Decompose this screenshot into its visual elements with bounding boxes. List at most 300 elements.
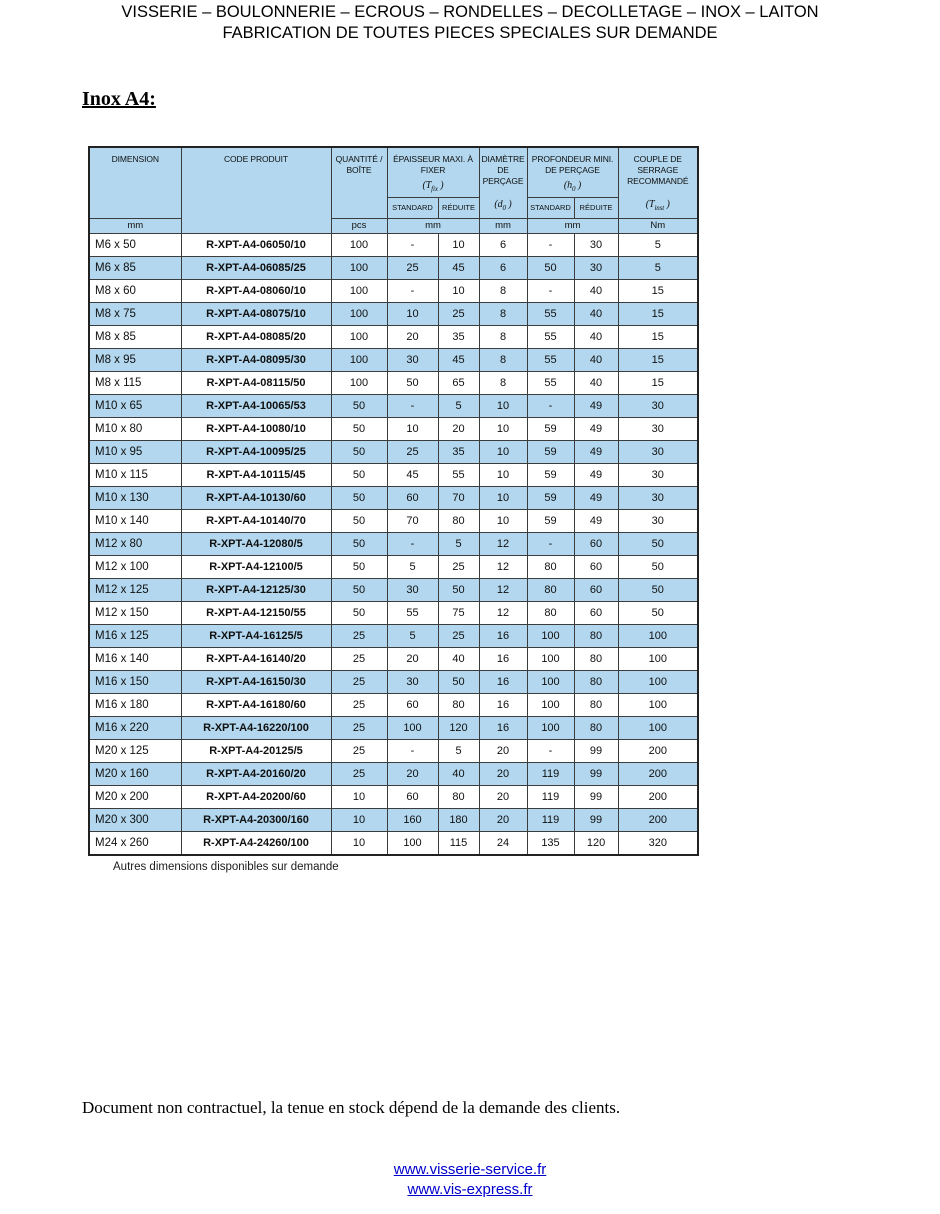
cell-code: R-XPT-A4-08095/30 — [181, 348, 331, 371]
cell-dimension: M12 x 80 — [89, 532, 181, 555]
cell-quantity: 50 — [331, 440, 387, 463]
cell-thickness-standard: 60 — [387, 486, 438, 509]
cell-quantity: 50 — [331, 578, 387, 601]
cell-depth-reduced: 80 — [574, 670, 618, 693]
cell-thickness-standard: - — [387, 233, 438, 256]
cell-dimension: M16 x 125 — [89, 624, 181, 647]
table-row — [89, 348, 698, 371]
cell-dimension: M6 x 50 — [89, 233, 181, 256]
cell-code: R-XPT-A4-12100/5 — [181, 555, 331, 578]
cell-quantity: 25 — [331, 647, 387, 670]
table-body — [89, 233, 698, 855]
cell-quantity: 25 — [331, 762, 387, 785]
cell-quantity: 50 — [331, 509, 387, 532]
unit-diameter: mm — [479, 218, 527, 233]
cell-thickness-reduced: 10 — [438, 279, 479, 302]
thickness-symbol: ($T_{fix}$ ) — [422, 180, 444, 194]
cell-code: R-XPT-A4-12080/5 — [181, 532, 331, 555]
cell-thickness-standard: 10 — [387, 302, 438, 325]
cell-diameter: 10 — [479, 417, 527, 440]
cell-depth-standard: 100 — [527, 624, 574, 647]
cell-code: R-XPT-A4-06085/25 — [181, 256, 331, 279]
cell-torque: 30 — [618, 463, 698, 486]
cell-depth-reduced: 99 — [574, 739, 618, 762]
cell-dimension: M12 x 125 — [89, 578, 181, 601]
cell-thickness-reduced: 75 — [438, 601, 479, 624]
cell-depth-standard: 100 — [527, 716, 574, 739]
cell-thickness-standard: 60 — [387, 785, 438, 808]
cell-depth-reduced: 120 — [574, 831, 618, 855]
cell-dimension: M20 x 160 — [89, 762, 181, 785]
cell-quantity: 100 — [331, 279, 387, 302]
cell-quantity: 100 — [331, 325, 387, 348]
cell-thickness-reduced: 10 — [438, 233, 479, 256]
cell-depth-standard: 55 — [527, 302, 574, 325]
cell-code: R-XPT-A4-16180/60 — [181, 693, 331, 716]
cell-diameter: 8 — [479, 348, 527, 371]
col-header-thickness-label: ÉPAISSEUR MAXI. À FIXER — [393, 154, 473, 176]
cell-diameter: 12 — [479, 532, 527, 555]
cell-dimension: M10 x 130 — [89, 486, 181, 509]
cell-diameter: 8 — [479, 325, 527, 348]
cell-thickness-reduced: 25 — [438, 302, 479, 325]
cell-depth-standard: - — [527, 532, 574, 555]
cell-thickness-reduced: 50 — [438, 670, 479, 693]
table-row — [89, 371, 698, 394]
cell-torque: 30 — [618, 440, 698, 463]
website-links — [0, 1160, 940, 1200]
col-header-code-produit — [181, 147, 331, 233]
cell-thickness-reduced: 115 — [438, 831, 479, 855]
cell-diameter: 10 — [479, 463, 527, 486]
cell-depth-standard: 119 — [527, 808, 574, 831]
cell-thickness-standard: 50 — [387, 371, 438, 394]
col-header-thickness — [387, 147, 479, 197]
unit-torque: Nm — [618, 218, 698, 233]
cell-thickness-reduced: 55 — [438, 463, 479, 486]
link-visserie-service[interactable]: www.visserie-service.fr — [393, 1161, 547, 1178]
cell-depth-reduced: 40 — [574, 371, 618, 394]
cell-thickness-standard: 25 — [387, 440, 438, 463]
table-row — [89, 233, 698, 256]
cell-depth-standard: 59 — [527, 440, 574, 463]
cell-diameter: 10 — [479, 394, 527, 417]
table-row — [89, 831, 698, 855]
header-line-2: FABRICATION DE TOUTES PIECES SPECIALES SUR DEMANDE — [222, 24, 718, 42]
cell-quantity: 50 — [331, 463, 387, 486]
table-header — [89, 147, 698, 233]
cell-depth-reduced: 49 — [574, 394, 618, 417]
cell-torque: 30 — [618, 417, 698, 440]
cell-depth-reduced: 49 — [574, 417, 618, 440]
cell-code: R-XPT-A4-20160/20 — [181, 762, 331, 785]
cell-code: R-XPT-A4-08085/20 — [181, 325, 331, 348]
cell-thickness-standard: 45 — [387, 463, 438, 486]
cell-torque: 50 — [618, 578, 698, 601]
section-title: Inox A4: — [82, 88, 156, 110]
cell-depth-standard: - — [527, 279, 574, 302]
unit-depth: mm — [527, 218, 618, 233]
cell-thickness-reduced: 35 — [438, 325, 479, 348]
cell-code: R-XPT-A4-08060/10 — [181, 279, 331, 302]
cell-code: R-XPT-A4-12150/55 — [181, 601, 331, 624]
cell-quantity: 50 — [331, 417, 387, 440]
depth-symbol: ($h_0$ ) — [563, 180, 582, 194]
cell-depth-standard: 59 — [527, 463, 574, 486]
cell-depth-standard: 59 — [527, 509, 574, 532]
cell-thickness-reduced: 40 — [438, 762, 479, 785]
cell-diameter: 8 — [479, 302, 527, 325]
cell-code: R-XPT-A4-10065/53 — [181, 394, 331, 417]
cell-depth-reduced: 49 — [574, 486, 618, 509]
table-row — [89, 808, 698, 831]
cell-depth-reduced: 40 — [574, 279, 618, 302]
cell-thickness-reduced: 25 — [438, 624, 479, 647]
cell-thickness-standard: 10 — [387, 417, 438, 440]
cell-diameter: 20 — [479, 808, 527, 831]
cell-thickness-standard: - — [387, 279, 438, 302]
cell-torque: 50 — [618, 532, 698, 555]
cell-quantity: 50 — [331, 532, 387, 555]
cell-thickness-reduced: 20 — [438, 417, 479, 440]
cell-dimension: M24 x 260 — [89, 831, 181, 855]
cell-depth-standard: 100 — [527, 647, 574, 670]
table-row — [89, 785, 698, 808]
cell-dimension: M12 x 100 — [89, 555, 181, 578]
cell-code: R-XPT-A4-10080/10 — [181, 417, 331, 440]
cell-quantity: 25 — [331, 693, 387, 716]
cell-depth-standard: 100 — [527, 693, 574, 716]
table-row — [89, 417, 698, 440]
cell-dimension: M12 x 150 — [89, 601, 181, 624]
cell-torque: 200 — [618, 808, 698, 831]
table-footnote: Autres dimensions disponibles sur demande — [113, 861, 339, 873]
cell-thickness-standard: 160 — [387, 808, 438, 831]
cell-dimension: M10 x 140 — [89, 509, 181, 532]
cell-diameter: 12 — [479, 578, 527, 601]
cell-quantity: 100 — [331, 256, 387, 279]
cell-depth-reduced: 40 — [574, 325, 618, 348]
cell-thickness-reduced: 45 — [438, 256, 479, 279]
cell-depth-standard: - — [527, 394, 574, 417]
cell-thickness-reduced: 45 — [438, 348, 479, 371]
document-header — [0, 2, 940, 44]
cell-depth-reduced: 99 — [574, 762, 618, 785]
table-row — [89, 256, 698, 279]
cell-depth-reduced: 99 — [574, 808, 618, 831]
cell-depth-reduced: 49 — [574, 440, 618, 463]
cell-depth-reduced: 80 — [574, 647, 618, 670]
cell-code: R-XPT-A4-10130/60 — [181, 486, 331, 509]
torque-symbol: ($T_{inst}$ ) — [645, 199, 670, 213]
cell-dimension: M6 x 85 — [89, 256, 181, 279]
cell-thickness-standard: 30 — [387, 348, 438, 371]
link-vis-express[interactable]: www.vis-express.fr — [407, 1181, 533, 1198]
cell-dimension: M20 x 200 — [89, 785, 181, 808]
cell-quantity: 10 — [331, 808, 387, 831]
cell-thickness-standard: - — [387, 394, 438, 417]
cell-code: R-XPT-A4-20300/160 — [181, 808, 331, 831]
cell-depth-standard: 55 — [527, 371, 574, 394]
diameter-symbol: ($d_0$ ) — [494, 199, 512, 213]
cell-thickness-reduced: 50 — [438, 578, 479, 601]
cell-dimension: M8 x 85 — [89, 325, 181, 348]
cell-diameter: 16 — [479, 647, 527, 670]
cell-torque: 200 — [618, 739, 698, 762]
cell-thickness-standard: 100 — [387, 716, 438, 739]
cell-diameter: 16 — [479, 693, 527, 716]
cell-code: R-XPT-A4-10140/70 — [181, 509, 331, 532]
cell-diameter: 8 — [479, 371, 527, 394]
col-header-diameter — [479, 147, 527, 218]
cell-depth-standard: 119 — [527, 785, 574, 808]
cell-thickness-standard: 60 — [387, 693, 438, 716]
cell-torque: 30 — [618, 509, 698, 532]
cell-depth-standard: 50 — [527, 256, 574, 279]
cell-dimension: M20 x 125 — [89, 739, 181, 762]
cell-diameter: 24 — [479, 831, 527, 855]
subheader-depth-reduced: RÉDUITE — [574, 197, 618, 218]
cell-thickness-reduced: 80 — [438, 785, 479, 808]
cell-thickness-reduced: 40 — [438, 647, 479, 670]
subheader-depth-standard: STANDARD — [527, 197, 574, 218]
cell-diameter: 6 — [479, 256, 527, 279]
cell-thickness-standard: 70 — [387, 509, 438, 532]
table-row — [89, 670, 698, 693]
cell-thickness-reduced: 120 — [438, 716, 479, 739]
cell-torque: 30 — [618, 394, 698, 417]
cell-torque: 5 — [618, 256, 698, 279]
cell-thickness-reduced: 5 — [438, 394, 479, 417]
cell-dimension: M8 x 95 — [89, 348, 181, 371]
cell-thickness-standard: 30 — [387, 578, 438, 601]
cell-diameter: 10 — [479, 509, 527, 532]
cell-code: R-XPT-A4-20125/5 — [181, 739, 331, 762]
col-header-quantity-label: QUANTITÉ / BOÎTE — [335, 154, 383, 176]
cell-quantity: 50 — [331, 601, 387, 624]
table-row — [89, 509, 698, 532]
cell-thickness-standard: 20 — [387, 647, 438, 670]
cell-depth-standard: - — [527, 233, 574, 256]
cell-diameter: 20 — [479, 739, 527, 762]
cell-torque: 15 — [618, 371, 698, 394]
cell-torque: 15 — [618, 302, 698, 325]
cell-torque: 15 — [618, 279, 698, 302]
cell-torque: 5 — [618, 233, 698, 256]
col-header-quantity — [331, 147, 387, 218]
cell-depth-standard: 100 — [527, 670, 574, 693]
cell-thickness-reduced: 80 — [438, 509, 479, 532]
table-row — [89, 716, 698, 739]
table-row — [89, 601, 698, 624]
table-row — [89, 532, 698, 555]
cell-thickness-reduced: 80 — [438, 693, 479, 716]
cell-depth-reduced: 60 — [574, 555, 618, 578]
cell-quantity: 25 — [331, 624, 387, 647]
cell-thickness-standard: 5 — [387, 624, 438, 647]
table-row — [89, 624, 698, 647]
cell-depth-standard: 80 — [527, 578, 574, 601]
cell-diameter: 12 — [479, 601, 527, 624]
subheader-thickness-reduced: RÉDUITE — [438, 197, 479, 218]
cell-depth-reduced: 49 — [574, 509, 618, 532]
cell-thickness-reduced: 180 — [438, 808, 479, 831]
cell-diameter: 16 — [479, 716, 527, 739]
cell-quantity: 100 — [331, 233, 387, 256]
table-row — [89, 647, 698, 670]
cell-code: R-XPT-A4-20200/60 — [181, 785, 331, 808]
cell-depth-reduced: 49 — [574, 463, 618, 486]
cell-depth-standard: 55 — [527, 325, 574, 348]
cell-depth-reduced: 60 — [574, 578, 618, 601]
cell-depth-reduced: 30 — [574, 233, 618, 256]
cell-dimension: M20 x 300 — [89, 808, 181, 831]
table-row — [89, 325, 698, 348]
table-row — [89, 555, 698, 578]
col-header-diameter-label: DIAMÈTRE DE PERÇAGE — [481, 154, 525, 187]
cell-thickness-reduced: 5 — [438, 532, 479, 555]
table-row — [89, 440, 698, 463]
cell-depth-standard: 55 — [527, 348, 574, 371]
cell-thickness-reduced: 5 — [438, 739, 479, 762]
cell-torque: 15 — [618, 348, 698, 371]
cell-code: R-XPT-A4-12125/30 — [181, 578, 331, 601]
cell-code: R-XPT-A4-10095/25 — [181, 440, 331, 463]
table-row — [89, 486, 698, 509]
cell-depth-reduced: 30 — [574, 256, 618, 279]
cell-thickness-standard: - — [387, 532, 438, 555]
cell-quantity: 25 — [331, 739, 387, 762]
cell-thickness-standard: 100 — [387, 831, 438, 855]
cell-code: R-XPT-A4-16150/30 — [181, 670, 331, 693]
cell-quantity: 100 — [331, 348, 387, 371]
cell-quantity: 25 — [331, 716, 387, 739]
col-header-depth-label: PROFONDEUR MINI. DE PERÇAGE — [531, 154, 614, 176]
cell-code: R-XPT-A4-08075/10 — [181, 302, 331, 325]
spec-table — [88, 146, 699, 856]
cell-depth-reduced: 40 — [574, 302, 618, 325]
cell-thickness-standard: 20 — [387, 762, 438, 785]
cell-code: R-XPT-A4-16140/20 — [181, 647, 331, 670]
subheader-thickness-standard: STANDARD — [387, 197, 438, 218]
cell-torque: 200 — [618, 762, 698, 785]
cell-dimension: M10 x 65 — [89, 394, 181, 417]
cell-dimension: M10 x 95 — [89, 440, 181, 463]
table-row — [89, 693, 698, 716]
cell-quantity: 10 — [331, 831, 387, 855]
cell-dimension: M16 x 180 — [89, 693, 181, 716]
table-row — [89, 578, 698, 601]
cell-quantity: 50 — [331, 555, 387, 578]
cell-torque: 30 — [618, 486, 698, 509]
cell-thickness-reduced: 65 — [438, 371, 479, 394]
cell-dimension: M8 x 60 — [89, 279, 181, 302]
col-header-dimension — [89, 147, 181, 218]
cell-quantity: 100 — [331, 371, 387, 394]
cell-depth-reduced: 99 — [574, 785, 618, 808]
cell-depth-standard: 59 — [527, 417, 574, 440]
table-row — [89, 739, 698, 762]
cell-diameter: 16 — [479, 670, 527, 693]
cell-thickness-standard: 5 — [387, 555, 438, 578]
cell-code: R-XPT-A4-10115/45 — [181, 463, 331, 486]
cell-diameter: 6 — [479, 233, 527, 256]
cell-dimension: M8 x 115 — [89, 371, 181, 394]
cell-diameter: 8 — [479, 279, 527, 302]
header-line-1: VISSERIE – BOULONNERIE – ECROUS – RONDELLES – DECOLLETAGE – INOX – LAITON — [121, 3, 819, 21]
cell-thickness-standard: - — [387, 739, 438, 762]
cell-depth-reduced: 40 — [574, 348, 618, 371]
disclaimer-text: Document non contractuel, la tenue en stock dépend de la demande des clients. — [82, 1098, 621, 1117]
table-row — [89, 762, 698, 785]
cell-depth-standard: 135 — [527, 831, 574, 855]
cell-code: R-XPT-A4-06050/10 — [181, 233, 331, 256]
cell-quantity: 50 — [331, 486, 387, 509]
cell-thickness-standard: 25 — [387, 256, 438, 279]
cell-diameter: 10 — [479, 440, 527, 463]
cell-thickness-reduced: 25 — [438, 555, 479, 578]
cell-depth-reduced: 80 — [574, 624, 618, 647]
cell-dimension: M10 x 115 — [89, 463, 181, 486]
cell-thickness-standard: 30 — [387, 670, 438, 693]
cell-torque: 15 — [618, 325, 698, 348]
cell-depth-standard: - — [527, 739, 574, 762]
cell-torque: 50 — [618, 555, 698, 578]
cell-dimension: M16 x 150 — [89, 670, 181, 693]
col-header-dimension-label: DIMENSION — [111, 154, 159, 164]
col-header-depth — [527, 147, 618, 197]
cell-depth-reduced: 60 — [574, 532, 618, 555]
cell-depth-standard: 80 — [527, 601, 574, 624]
unit-thickness: mm — [387, 218, 479, 233]
cell-code: R-XPT-A4-08115/50 — [181, 371, 331, 394]
table-row — [89, 394, 698, 417]
unit-quantity: pcs — [331, 218, 387, 233]
cell-torque: 320 — [618, 831, 698, 855]
cell-torque: 100 — [618, 693, 698, 716]
cell-depth-reduced: 60 — [574, 601, 618, 624]
cell-torque: 100 — [618, 670, 698, 693]
cell-diameter: 12 — [479, 555, 527, 578]
cell-code: R-XPT-A4-24260/100 — [181, 831, 331, 855]
cell-diameter: 10 — [479, 486, 527, 509]
cell-quantity: 25 — [331, 670, 387, 693]
cell-depth-reduced: 80 — [574, 693, 618, 716]
cell-diameter: 16 — [479, 624, 527, 647]
cell-thickness-standard: 20 — [387, 325, 438, 348]
cell-dimension: M16 x 220 — [89, 716, 181, 739]
col-header-torque-label: COUPLE DE SERRAGE RECOMMANDÉ — [627, 154, 689, 187]
cell-thickness-reduced: 35 — [438, 440, 479, 463]
cell-quantity: 10 — [331, 785, 387, 808]
cell-depth-reduced: 80 — [574, 716, 618, 739]
cell-quantity: 50 — [331, 394, 387, 417]
cell-dimension: M8 x 75 — [89, 302, 181, 325]
cell-torque: 100 — [618, 647, 698, 670]
cell-diameter: 20 — [479, 762, 527, 785]
table-row — [89, 463, 698, 486]
table-row — [89, 302, 698, 325]
cell-thickness-reduced: 70 — [438, 486, 479, 509]
cell-torque: 200 — [618, 785, 698, 808]
table-row — [89, 279, 698, 302]
col-header-code-produit-label: CODE PRODUIT — [224, 154, 288, 164]
cell-torque: 100 — [618, 624, 698, 647]
cell-diameter: 20 — [479, 785, 527, 808]
col-header-torque — [618, 147, 698, 218]
cell-quantity: 100 — [331, 302, 387, 325]
cell-code: R-XPT-A4-16220/100 — [181, 716, 331, 739]
